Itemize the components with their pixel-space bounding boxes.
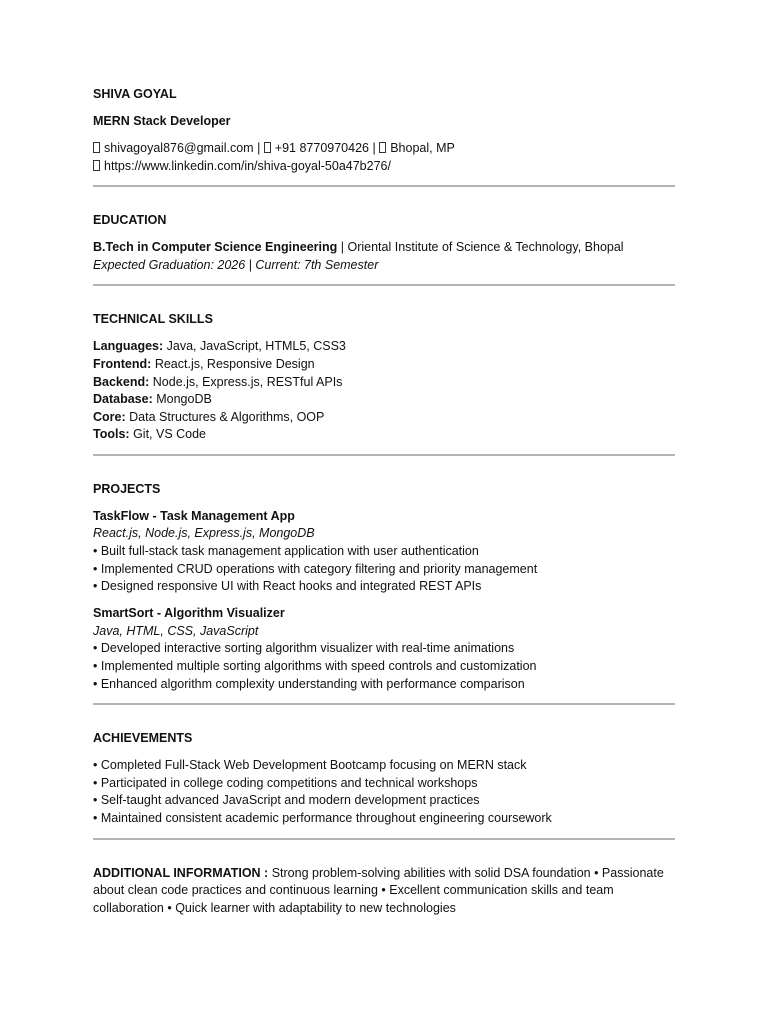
- education-details: Expected Graduation: 2026 | Current: 7th Semester: [93, 257, 379, 272]
- additional-label: ADDITIONAL INFORMATION :: [93, 865, 269, 880]
- skill-value: MongoDB: [156, 392, 212, 407]
- section-divider: [93, 454, 675, 456]
- project-bullet: • Enhanced algorithm complexity understanding with performance comparison: [93, 676, 525, 691]
- project-bullet: • Developed interactive sorting algorithm visualizer with real-time animations: [93, 641, 515, 656]
- section-divider: [93, 838, 675, 840]
- achievement-item: • Self-taught advanced JavaScript and modern development practices: [93, 793, 480, 808]
- skill-value: Java, JavaScript, HTML5, CSS3: [166, 339, 346, 354]
- project-item: [93, 508, 675, 596]
- project-tech: Java, HTML, CSS, JavaScript: [93, 623, 259, 638]
- linkedin-icon: [93, 160, 100, 171]
- skill-row: [93, 409, 675, 427]
- linkedin-url[interactable]: https://www.linkedin.com/in/shiva-goyal-50a47b276/: [104, 158, 391, 173]
- location-icon: [379, 142, 386, 153]
- project-name: SmartSort - Algorithm Visualizer: [93, 606, 285, 621]
- skill-row: [93, 356, 675, 374]
- achievements-heading: ACHIEVEMENTS: [93, 731, 193, 746]
- email-icon: [93, 142, 100, 153]
- location-text: Bhopal, MP: [390, 140, 455, 155]
- degree-name: B.Tech in Computer Science Engineering: [93, 240, 338, 255]
- skill-label: Tools:: [93, 427, 130, 442]
- education-heading: EDUCATION: [93, 213, 167, 228]
- skill-row: [93, 374, 675, 392]
- separator: |: [340, 240, 344, 255]
- project-bullet: • Implemented CRUD operations with category filtering and priority management: [93, 561, 538, 576]
- project-name: TaskFlow - Task Management App: [93, 508, 295, 523]
- achievement-item: • Maintained consistent academic performance throughout engineering coursework: [93, 810, 552, 825]
- skill-row: [93, 426, 675, 444]
- skills-list: [93, 338, 675, 444]
- institution-name: Oriental Institute of Science & Technology, Bhopal: [347, 240, 624, 255]
- achievement-item: • Participated in college coding competitions and technical workshops: [93, 775, 478, 790]
- email-text: shivagoyal876@gmail.com: [104, 140, 254, 155]
- project-tech: React.js, Node.js, Express.js, MongoDB: [93, 526, 315, 541]
- project-item: [93, 605, 675, 693]
- contact-line: [93, 140, 675, 158]
- phone-icon: [264, 142, 271, 153]
- achievements-list: [93, 757, 675, 827]
- skill-label: Backend:: [93, 374, 150, 389]
- candidate-role: MERN Stack Developer: [93, 113, 231, 128]
- skill-value: Data Structures & Algorithms, OOP: [129, 409, 325, 424]
- resume-page: [93, 86, 675, 917]
- section-divider: [93, 185, 675, 187]
- skill-label: Database:: [93, 392, 153, 407]
- project-bullet: • Designed responsive UI with React hooks and integrated REST APIs: [93, 579, 482, 594]
- skill-value: Git, VS Code: [133, 427, 207, 442]
- candidate-name: SHIVA GOYAL: [93, 87, 177, 101]
- linkedin-line: [93, 158, 675, 176]
- project-bullet: • Built full-stack task management application with user authentication: [93, 544, 479, 559]
- project-bullet: • Implemented multiple sorting algorithms with speed controls and customization: [93, 659, 537, 673]
- section-divider: [93, 284, 675, 286]
- skill-value: Node.js, Express.js, RESTful APIs: [152, 374, 343, 389]
- separator: |: [372, 140, 376, 155]
- phone-text: +91 8770970426: [274, 140, 369, 155]
- education-degree-line: [93, 239, 675, 257]
- skill-value: React.js, Responsive Design: [154, 356, 315, 371]
- section-divider: [93, 703, 675, 705]
- skill-label: Frontend:: [93, 356, 152, 371]
- skill-label: Core:: [93, 409, 126, 424]
- separator: |: [257, 140, 261, 155]
- skill-row: [93, 338, 675, 356]
- additional-text: Strong problem-solving abilities with solid DSA foundation • Passionate about clean code practices and continuous learning • Excellent communication skills and team collaboration • Quick learner with adaptability to new technologies: [93, 865, 664, 915]
- achievement-item: • Completed Full-Stack Web Development Bootcamp focusing on MERN stack: [93, 758, 527, 773]
- skills-heading: TECHNICAL SKILLS: [93, 312, 213, 327]
- additional-information: [93, 865, 675, 918]
- skill-label: Languages:: [93, 339, 164, 354]
- projects-heading: PROJECTS: [93, 481, 161, 496]
- skill-row: [93, 391, 675, 409]
